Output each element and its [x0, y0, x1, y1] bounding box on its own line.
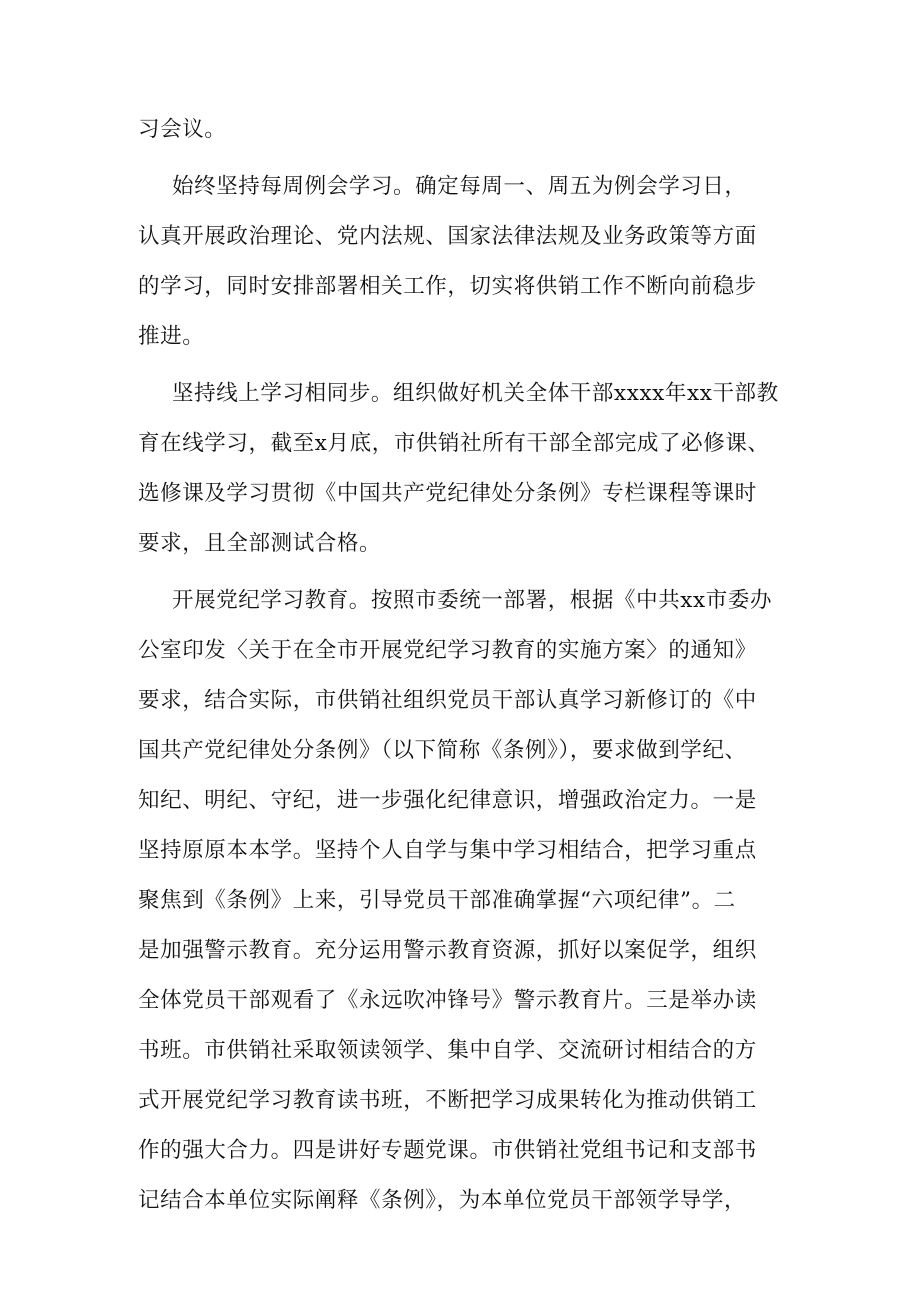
paragraph-weekly-meeting-study	[138, 162, 798, 362]
text-line: 聚焦到《条例》上来，引导党员干部准确掌握“六项纪律”。二	[138, 888, 736, 913]
paragraph-online-study	[138, 369, 798, 569]
text-line: 坚持线上学习相同步。组织做好机关全体干部xxxx年xx干部教	[172, 381, 779, 406]
text-line: 是加强警示教育。充分运用警示教育资源，抓好以案促学，组织	[138, 938, 757, 963]
text-line: 要求，且全部测试合格。	[138, 531, 382, 556]
text-line: 国共产党纪律处分条例》（以下简称《条例》），要求做到学纪、	[138, 738, 747, 763]
text-line: 式开展党纪学习教育读书班，不断把学习成果转化为推动供销工	[138, 1088, 757, 1113]
text-line: 记结合本单位实际阐释《条例》，为本单位党员干部领学导学，	[138, 1188, 747, 1213]
text-line: 选修课及学习贯彻《中国共产党纪律处分条例》专栏课程等课时	[138, 481, 757, 506]
paragraph-continuation	[138, 105, 798, 155]
text-line: 作的强大合力。四是讲好专题党课。市供销社党组书记和支部书	[138, 1138, 757, 1163]
text-line: 习会议。	[138, 117, 227, 142]
text-line: 要求，结合实际，市供销社组织党员干部认真学习新修订的《中	[138, 688, 757, 713]
text-line: 知纪、明纪、守纪，进一步强化纪律意识，增强政治定力。一是	[138, 788, 757, 813]
text-line: 坚持原原本本学。坚持个人自学与集中学习相结合，把学习重点	[138, 838, 757, 863]
text-line: 的学习，同时安排部署相关工作，切实将供销工作不断向前稳步	[138, 274, 757, 299]
body-text	[138, 105, 798, 1233]
text-line: 开展党纪学习教育。按照市委统一部署，根据《中共xx市委办	[172, 588, 773, 613]
text-line: 认真开展政治理论、党内法规、国家法律法规及业务政策等方面	[138, 224, 757, 249]
text-line: 育在线学习，截至x月底，市供销社所有干部全部完成了必修课、	[138, 431, 770, 456]
paragraph-party-discipline-education	[138, 576, 798, 1226]
text-line: 书班。市供销社采取领读领学、集中自学、交流研讨相结合的方	[138, 1038, 757, 1063]
text-line: 推进。	[138, 324, 205, 349]
text-line: 始终坚持每周例会学习。确定每周一、周五为例会学习日，	[172, 174, 747, 199]
text-line: 全体党员干部观看了《永远吹冲锋号》警示教育片。三是举办读	[138, 988, 757, 1013]
text-line: 公室印发〈关于在全市开展党纪学习教育的实施方案〉的通知》	[138, 638, 757, 663]
